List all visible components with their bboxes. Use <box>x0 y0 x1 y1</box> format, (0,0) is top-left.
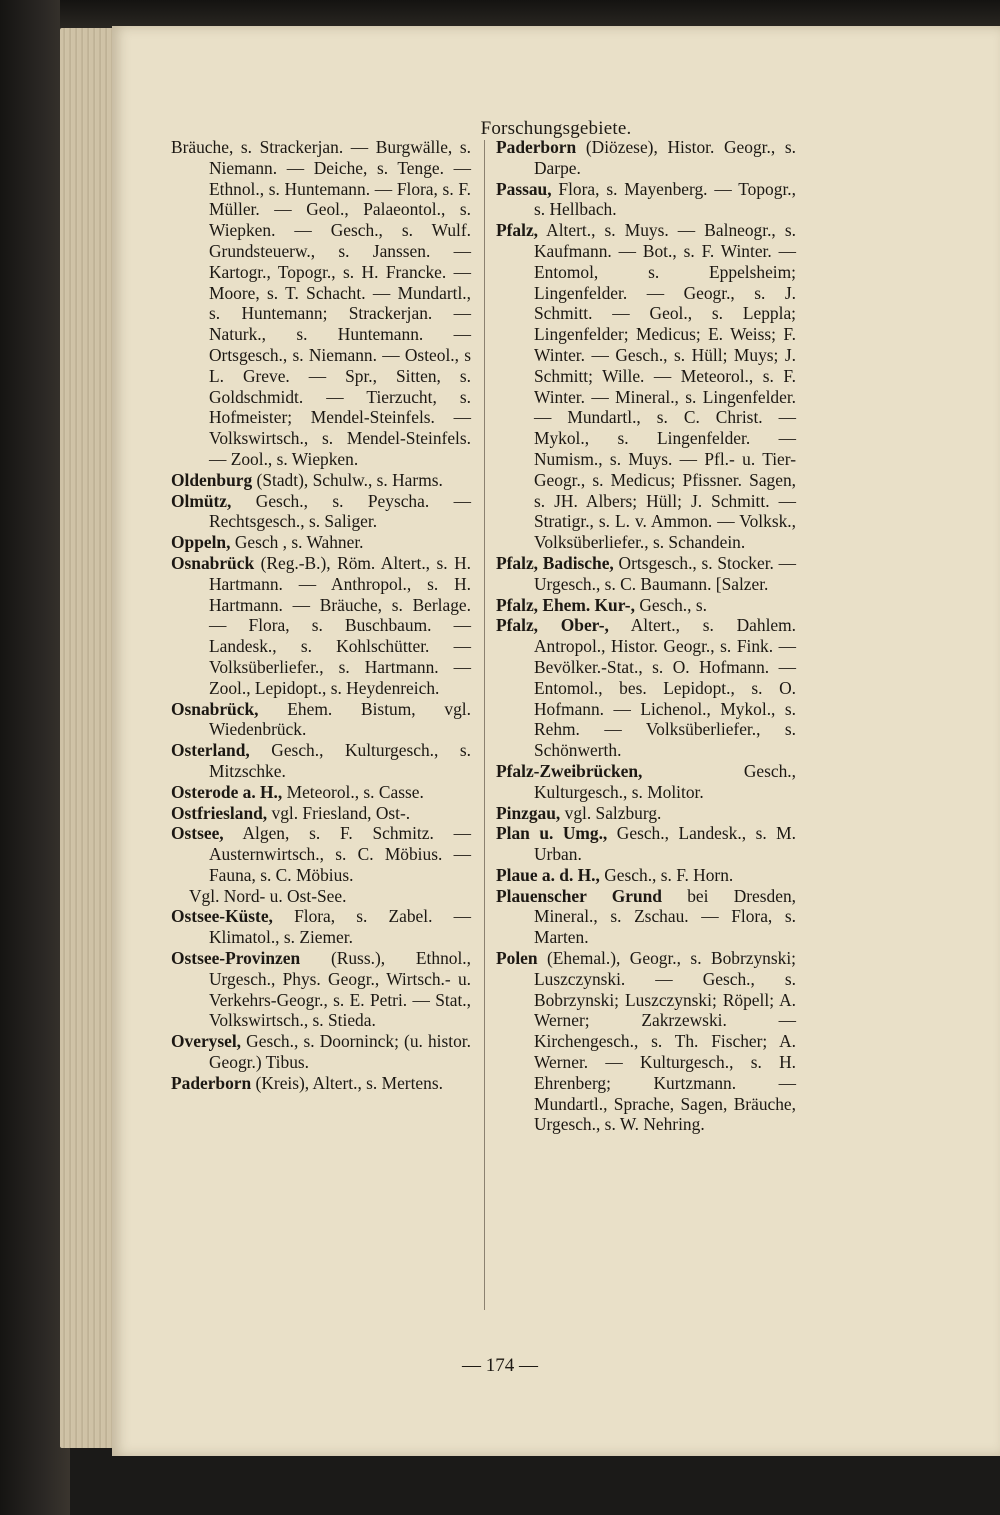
index-entry: Vgl. Nord- u. Ost-See. <box>189 885 347 906</box>
index-entry: Ostsee, Algen, s. F. Schmitz. — Austernwirtsch., s. C. Möbius. — Fauna, s. C. Möbius. <box>171 823 471 885</box>
column-divider <box>484 140 485 1310</box>
index-entry: Pfalz, Badische, Ortsgesch., s. Stocker. — Urgesch., s. C. Baumann. [Salzer. <box>496 552 796 594</box>
page-number: — 174 — <box>462 1355 538 1376</box>
index-entry: Plan u. Umg., Gesch., Landesk., s. M. Urban. <box>496 823 796 865</box>
index-entry: Oppeln, Gesch , s. Wahner. <box>171 532 364 553</box>
index-entry: Passau, Flora, s. Mayenberg. — Topogr., s. Hellbach. <box>496 178 796 220</box>
index-entry: Paderborn (Diözese), Histor. Geogr., s. Darpe. <box>496 137 796 178</box>
index-entry: Oldenburg (Stadt), Schulw., s. Harms. <box>171 469 443 490</box>
index-entry: Osterland, Gesch., Kulturgesch., s. Mitzschke. <box>171 740 471 781</box>
index-entry: Pfalz, Altert., s. Muys. — Balneogr., s. Kaufmann. — Bot., s. F. Winter. — Entomol, s. Eppelsheim; Lingenfelder. — Geogr., s. J. Schmitt. — Geol., s. Leppla; Lingenfelder; Medicus; E. Weiss; F. Winter. — Gesch., s. Hüll; Muys; J. Schmitt; Wille. — Meteorol., s. F. Winter. — Mineral., s. Lingenfelder. — Mundartl., s. C. Christ. — Mykol., s. Lingenfelder. — Numism., s. Muys. — Pfl.- u. Tier-Geogr., s. Medicus; Pfissner. Sagen, s. JH. Albers; Hüll; J. Schmitt. — Stratigr., s. L. v. Ammon. — Volksk., Volksüberliefer., s. Schandein. <box>496 220 796 553</box>
index-entry: Pinzgau, vgl. Salzburg. <box>496 802 662 823</box>
index-entry: Plaue a. d. H., Gesch., s. F. Horn. <box>496 864 734 885</box>
page-stack-edges <box>60 28 120 1448</box>
index-entry: Osnabrück (Reg.-B.), Röm. Altert., s. H. Hartmann. — Anthropol., s. H. Hartmann. — Bräuche, s. Berlage. — Flora, s. Buschbaum. — Landesk., s. Kohlschütter. — Volksüberliefer., s. Hartmann. — Zool., Lepidopt., s. Heydenreich. <box>171 552 471 698</box>
index-entry: Bräuche, s. Strackerjan. — Burgwälle, s. Niemann. — Deiche, s. Tenge. — Ethnol., s. Huntemann. — Flora, s. F. Müller. — Geol., Palaeontol., s. Wiepken. — Gesch., s. Wulf. Grundsteuerw., s. Janssen. — Kartogr., Topogr., s. H. Francke. — Moore, s. T. Schacht. — Mundartl., s. Huntemann; Strackerjan. — Naturk., s. Huntemann. — Ortsgesch., s. Niemann. — Osteol., s L. Greve. — Spr., Sitten, s. Goldschmidt. — Tierzucht, s. Hofmeister; Mendel-Steinfels. — Volkswirtsch., s. Mendel-Steinfels. — Zool., s. Wiepken. <box>171 137 471 469</box>
index-entry: Ostsee-Küste, Flora, s. Zabel. — Klimatol., s. Ziemer. <box>171 906 471 948</box>
running-head: Forschungsgebiete. <box>480 118 632 139</box>
index-entry: Ostsee-Provinzen (Russ.), Ethnol., Urgesch., Phys. Geogr., Wirtsch.- u. Verkehrs-Geogr., s. E. Petri. — Stat., Volkswirtsch., s. Stieda. <box>171 948 471 1031</box>
right-column <box>496 137 796 1135</box>
index-entry: Plauenscher Grund bei Dresden, Mineral., s. Zschau. — Flora, s. Marten. <box>496 885 796 948</box>
index-entry: Overysel, Gesch., s. Doorninck; (u. histor. Geogr.) Tibus. <box>171 1031 471 1073</box>
index-entry: Pfalz, Ehem. Kur-, Gesch., s. <box>496 594 707 615</box>
index-entry: Paderborn (Kreis), Altert., s. Mertens. <box>171 1072 443 1093</box>
index-entry: Olmütz, Gesch., s. Peyscha. — Rechtsgesch., s. Saliger. <box>171 490 471 532</box>
index-entry: Osterode a. H., Meteorol., s. Casse. <box>171 781 424 802</box>
index-entry: Pfalz, Ober-, Altert., s. Dahlem. Antropol., Histor. Geogr., s. Fink. — Bevölker.-Stat., s. O. Hofmann. — Entomol., bes. Lepidopt., s. O. Hofmann. — Lichenol., Mykol., s. Rehm. — Volksüberliefer., s. Schönwerth. <box>496 615 797 761</box>
index-entry: Osnabrück, Ehem. Bistum, vgl. Wiedenbrück. <box>171 698 471 740</box>
index-entry: Polen (Ehemal.), Geogr., s. Bobrzynski; Luszczynski. — Gesch., s. Bobrzynski; Luszczynski; Röpell; A. Werner; Zakrzewski. — Kirchengesch., s. Th. Fischer; A. Werner. — Kulturgesch., s. H. Ehrenberg; Kurtzmann. — Mundartl., Sprache, Sagen, Bräuche, Urgesch., s. W. Nehring. <box>496 948 796 1135</box>
index-entry: Pfalz-Zweibrücken, Gesch., Kulturgesch., s. Molitor. <box>496 760 796 802</box>
index-entry: Ostfriesland, vgl. Friesland, Ost-. <box>171 802 411 823</box>
left-column <box>171 137 471 1094</box>
